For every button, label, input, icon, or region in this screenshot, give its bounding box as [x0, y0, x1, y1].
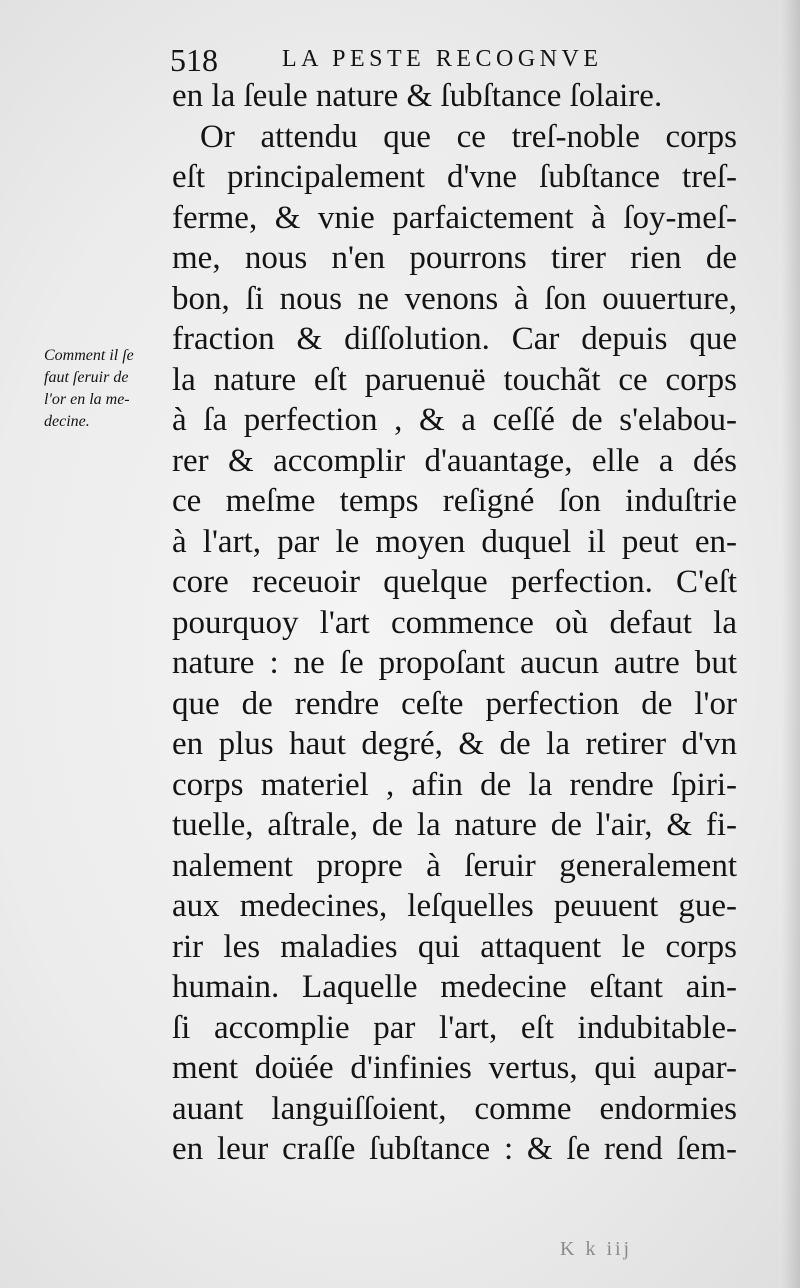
signature-mark: K k iij	[560, 1238, 633, 1260]
text-line: rer & accomplir d'auantage, elle a dés	[172, 442, 737, 479]
text-line: à l'art, par le moyen duquel il peut en-	[172, 523, 737, 560]
text-line: pourquoy l'art commence où defaut la	[172, 604, 737, 641]
marginal-note-line: Comment il ſe	[44, 347, 134, 364]
text-line: en leur craſſe ſubſtance : & ſe rend ſem-	[172, 1131, 737, 1167]
text-line: me, nous n'en pourrons tirer rien de	[172, 240, 737, 276]
text-line: corps materiel , afin de la rendre ſpiri-	[172, 766, 737, 803]
text-line: ſi accomplie par l'art, eſt indubitable-	[172, 1009, 737, 1046]
text-line: core receuoir quelque perfection. C'eſt	[172, 564, 737, 600]
text-line: eſt principalement d'vne ſubſtance treſ-	[172, 159, 737, 195]
gutter-shadow	[782, 0, 800, 1288]
text-line: rir les maladies qui attaquent le corps	[172, 928, 737, 965]
text-line: en plus haut degré, & de la retirer d'vn	[172, 726, 737, 762]
text-line: tuelle, aſtrale, de la nature de l'air, & fi-	[172, 807, 737, 843]
text-line: la nature eſt paruenuë touchãt ce corps	[172, 361, 737, 398]
text-line: en la ſeule nature & ſubſtance ſolaire.	[172, 78, 663, 114]
text-line: ce meſme temps reſigné ſon induſtrie	[172, 483, 737, 519]
text-line: bon, ſi nous ne venons à ſon ouuerture,	[172, 280, 737, 317]
text-line: humain. Laquelle medecine eſtant ain-	[172, 969, 737, 1005]
text-line: ferme, & vnie parfaictement à ſoy-meſ-	[172, 199, 737, 236]
text-line: aux medecines, leſquelles peuuent gue-	[172, 888, 737, 924]
text-line: ment doüée d'infinies vertus, qui aupar-	[172, 1050, 737, 1086]
marginal-note-line: l'or en la me-	[44, 391, 130, 408]
running-title: LA PESTE RECOGNVE	[282, 46, 603, 72]
marginal-note-line: faut ſeruir de	[44, 369, 129, 386]
text-line: auant languiſſoient, comme endormies	[172, 1090, 737, 1127]
text-line: nalement propre à ſeruir generalement	[172, 847, 737, 884]
text-line: Or attendu que ce treſ-noble corps	[200, 118, 737, 155]
text-line: fraction & diſſolution. Car depuis que	[172, 321, 737, 357]
body-text	[172, 76, 737, 1170]
text-line: que de rendre ceſte perfection de l'or	[172, 685, 737, 722]
marginal-note-line: decine.	[44, 413, 90, 430]
text-line: à ſa perfection , & a ceſſé de s'elabou-	[172, 402, 737, 438]
page-number: 518	[170, 42, 218, 78]
text-line: nature : ne ſe propoſant aucun autre but	[172, 645, 737, 681]
marginal-note	[44, 345, 176, 433]
